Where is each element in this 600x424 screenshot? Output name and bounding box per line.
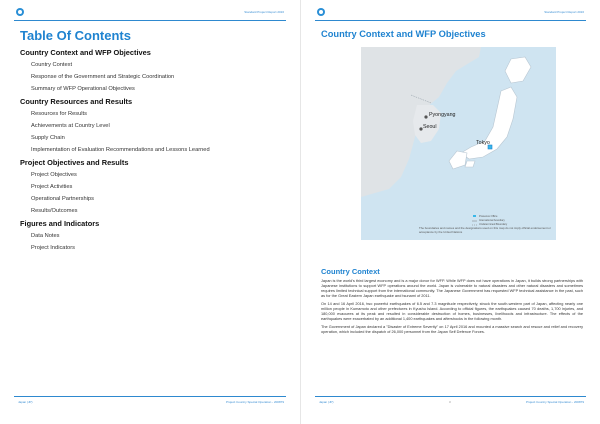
header-text: Standard Project Report 2016 bbox=[244, 10, 284, 14]
legend-item: Presence Office bbox=[479, 215, 498, 218]
paragraph: Japan is the world's third largest economy and is a major donor for WFP. While WFP does not have operations in Japan, it builds strong partnerships with Japanese institutions to support WFP operations around the world. Japan is vulnerable to natural disasters and other natural disasters and sometimes requires limited technical support from the international community. The Japanese Government has requested WFP technical assistance in the past, such as for the Great Eastern Japan earthquake and tsunami of 2011. bbox=[321, 279, 583, 299]
toc-item[interactable]: Operational Partnerships bbox=[31, 196, 94, 202]
paragraph: On 14 and 16 April 2016, two powerful earthquakes of 6.5 and 7.3 magnitude respectively, struck the south-western part of Japan, affecting nearly one million people in Kumamoto and other prefectures in Kyushu Island. According to official figures, the earthquakes caused 70 deaths, 1,700 injuries, and 180,000 evacuees at its peak and resulted in considerable destruction of homes, businesses, livelihoods and infrastructure. The effects of the earthquakes were exacerbated by an additional 1,400 earthquakes and aftershocks in the following month. bbox=[321, 301, 583, 322]
table-of-contents bbox=[20, 46, 290, 251]
toc-item[interactable]: Response of the Government and Strategic Coordination bbox=[31, 74, 175, 80]
country-map bbox=[361, 47, 556, 240]
map-disclaimer: The boundaries and names and the designations used on this map do not imply official endorsement or acceptance by the United Nations bbox=[419, 226, 551, 234]
map-label-pyongyang: Pyongyang bbox=[429, 112, 456, 118]
map-label-seoul: Seoul bbox=[423, 124, 437, 130]
toc-item[interactable]: Implementation of Evaluation Recommendations and Lessons Learned bbox=[31, 147, 210, 153]
toc-section-heading[interactable]: Country Context and WFP Objectives bbox=[20, 48, 151, 57]
page-number: 3 bbox=[449, 400, 451, 404]
toc-item[interactable]: Resources for Results bbox=[31, 111, 87, 117]
wfp-logo-icon bbox=[317, 8, 325, 16]
footer-rule bbox=[315, 396, 586, 397]
toc-section-heading[interactable]: Project Objectives and Results bbox=[20, 158, 129, 167]
toc-section-heading[interactable]: Figures and Indicators bbox=[20, 219, 100, 228]
footer-country: Japan (JP) bbox=[319, 400, 334, 404]
toc-section-heading[interactable]: Country Resources and Results bbox=[20, 97, 133, 106]
toc-item[interactable]: Project Indicators bbox=[31, 245, 75, 251]
toc-item[interactable]: Project Activities bbox=[31, 184, 73, 190]
toc-item[interactable]: Summary of WFP Operational Objectives bbox=[31, 86, 135, 92]
map-label-tokyo: Tokyo bbox=[476, 140, 490, 146]
footer-project: Project Country Special Operation - 200879 bbox=[525, 400, 584, 404]
toc-item[interactable]: Project Objectives bbox=[31, 172, 77, 178]
right-page bbox=[300, 0, 600, 424]
country-context-body bbox=[321, 279, 583, 338]
toc-item[interactable]: Results/Outcomes bbox=[31, 208, 78, 214]
toc-item[interactable]: Achievements at Country Level bbox=[31, 123, 110, 129]
paragraph: The Government of Japan declared a "Disaster of Extreme Severity" on 17 April 2016 and mounted a massive search and rescue and relief and recovery operation, which included the dispatch of 26,000 personnel from the Japan Self Defence Forces. bbox=[321, 324, 583, 335]
legend-item: International boundary bbox=[479, 219, 505, 222]
footer-rule bbox=[14, 396, 286, 397]
toc-item[interactable]: Country Context bbox=[31, 62, 73, 68]
wfp-logo-icon bbox=[16, 8, 24, 16]
map-graphic bbox=[361, 47, 556, 240]
country-context-title: Country Context bbox=[321, 267, 380, 276]
header-text: Standard Project Report 2016 bbox=[544, 10, 584, 14]
legend-item: Undetermined Boundary bbox=[479, 223, 508, 226]
toc-item[interactable]: Data Notes bbox=[31, 233, 60, 239]
toc-item[interactable]: Supply Chain bbox=[31, 135, 65, 141]
footer-project: Project Country Special Operation - 200879 bbox=[225, 400, 284, 404]
footer-country: Japan (JP) bbox=[18, 400, 33, 404]
section-title: Country Context and WFP Objectives bbox=[321, 29, 486, 39]
toc-title: Table Of Contents bbox=[20, 28, 131, 43]
header-rule bbox=[14, 20, 286, 21]
header-rule bbox=[315, 20, 586, 21]
